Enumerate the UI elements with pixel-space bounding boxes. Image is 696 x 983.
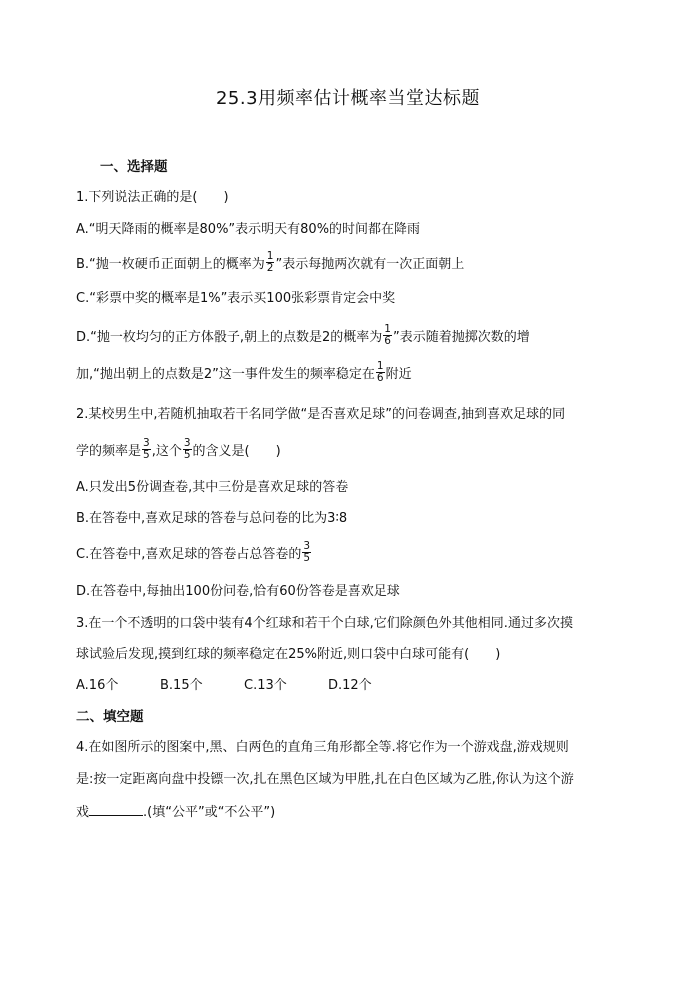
q1-option-d2-text-post: 附近 bbox=[385, 367, 412, 382]
q1-option-b-fraction bbox=[266, 251, 275, 274]
q2-stem-line1: 2.某校男生中,若随机抽取若干名同学做“是否喜欢足球”的问卷调查,抽到喜欢足球的同 bbox=[76, 407, 566, 422]
answer-blank[interactable] bbox=[89, 801, 143, 816]
fraction-denominator: 5 bbox=[143, 449, 150, 461]
fraction-denominator: 6 bbox=[376, 372, 384, 384]
q2-option-b: B.在答卷中,喜欢足球的答卷与总问卷的比为3∶8 bbox=[76, 511, 348, 526]
q1-option-c: C.“彩票中奖的概率是1%”表示买100张彩票肯定会中奖 bbox=[76, 291, 396, 306]
fraction-numerator: 3 bbox=[303, 540, 311, 552]
q4-text-pre: 戏 bbox=[76, 805, 90, 820]
fraction-numerator: 3 bbox=[143, 437, 150, 449]
q2-option-c-fraction bbox=[302, 541, 311, 564]
q1-option-d2-text-pre: 加,“抛出朝上的点数是2”这一事件发生的频率稳定在 bbox=[76, 367, 375, 382]
fraction-denominator: 5 bbox=[183, 449, 191, 461]
q2-option-c bbox=[76, 540, 312, 566]
q2-option-c-text: C.在答卷中,喜欢足球的答卷占总答卷的 bbox=[76, 547, 302, 562]
q2-fraction-1 bbox=[142, 438, 151, 461]
q3-option-a: A.16个 bbox=[76, 678, 119, 693]
q1-option-d bbox=[76, 323, 530, 349]
fraction-numerator: 1 bbox=[376, 360, 384, 372]
q1-stem: 1.下列说法正确的是( ) bbox=[76, 190, 229, 205]
q1-option-b-text-post: ”表示每抛两次就有一次正面朝上 bbox=[275, 257, 465, 272]
q2-stem-line2 bbox=[76, 437, 281, 463]
section-heading-choice: 一、选择题 bbox=[100, 159, 168, 175]
q1-option-d-text-post: ”表示随着抛掷次数的增 bbox=[392, 330, 530, 345]
q4-stem-line2: 是:按一定距离向盘中投镖一次,扎在黑色区域为甲胜,扎在白色区域为乙胜,你认为这个游 bbox=[76, 772, 574, 787]
q4-stem-line3 bbox=[76, 801, 275, 823]
q1-option-a: A.“明天降雨的概率是80%”表示明天有80%的时间都在降雨 bbox=[76, 222, 421, 237]
q1-option-b-text-pre: B.“抛一枚硬币正面朝上的概率为 bbox=[76, 257, 265, 272]
q3-option-d: D.12个 bbox=[328, 678, 372, 693]
q3-options bbox=[76, 676, 412, 696]
q2-text-pre: 学的频率是 bbox=[76, 444, 142, 459]
q1-option-d-fraction bbox=[383, 324, 392, 347]
q2-option-d: D.在答卷中,每抽出100份问卷,恰有60份答卷是喜欢足球 bbox=[76, 584, 400, 599]
q2-option-a: A.只发出5份调查卷,其中三份是喜欢足球的答卷 bbox=[76, 480, 349, 495]
q4-stem-line1: 4.在如图所示的图案中,黑、白两色的直角三角形都全等.将它作为一个游戏盘,游戏规则 bbox=[76, 740, 569, 755]
q2-text-post: 的含义是( ) bbox=[192, 444, 281, 459]
q1-option-d-continued bbox=[76, 360, 412, 386]
fraction-denominator: 2 bbox=[266, 262, 274, 274]
q3-stem-line2: 球试验后发现,摸到红球的频率稳定在25%附近,则口袋中白球可能有( ) bbox=[76, 647, 501, 662]
q1-option-d-text-pre: D.“抛一枚均匀的正方体骰子,朝上的点数是2的概率为 bbox=[76, 330, 383, 345]
q2-fraction-2 bbox=[183, 438, 192, 461]
fraction-numerator: 1 bbox=[384, 323, 391, 335]
section-heading-fill: 二、填空题 bbox=[76, 709, 144, 725]
q3-option-c: C.13个 bbox=[244, 678, 287, 693]
q4-text-post: .(填“公平”或“不公平”) bbox=[143, 805, 276, 820]
fraction-numerator: 3 bbox=[183, 437, 191, 449]
q1-option-d2-fraction bbox=[376, 361, 385, 384]
fraction-denominator: 6 bbox=[384, 335, 391, 347]
q2-text-mid: ,这个 bbox=[151, 444, 182, 459]
q1-option-b bbox=[76, 250, 465, 276]
q3-stem-line1: 3.在一个不透明的口袋中装有4个红球和若干个白球,它们除颜色外其他相同.通过多次摸 bbox=[76, 616, 573, 631]
page-title: 25.3用频率估计概率当堂达标题 bbox=[215, 88, 481, 109]
fraction-denominator: 5 bbox=[303, 552, 311, 564]
q3-option-b: B.15个 bbox=[160, 678, 203, 693]
fraction-numerator: 1 bbox=[266, 250, 274, 262]
